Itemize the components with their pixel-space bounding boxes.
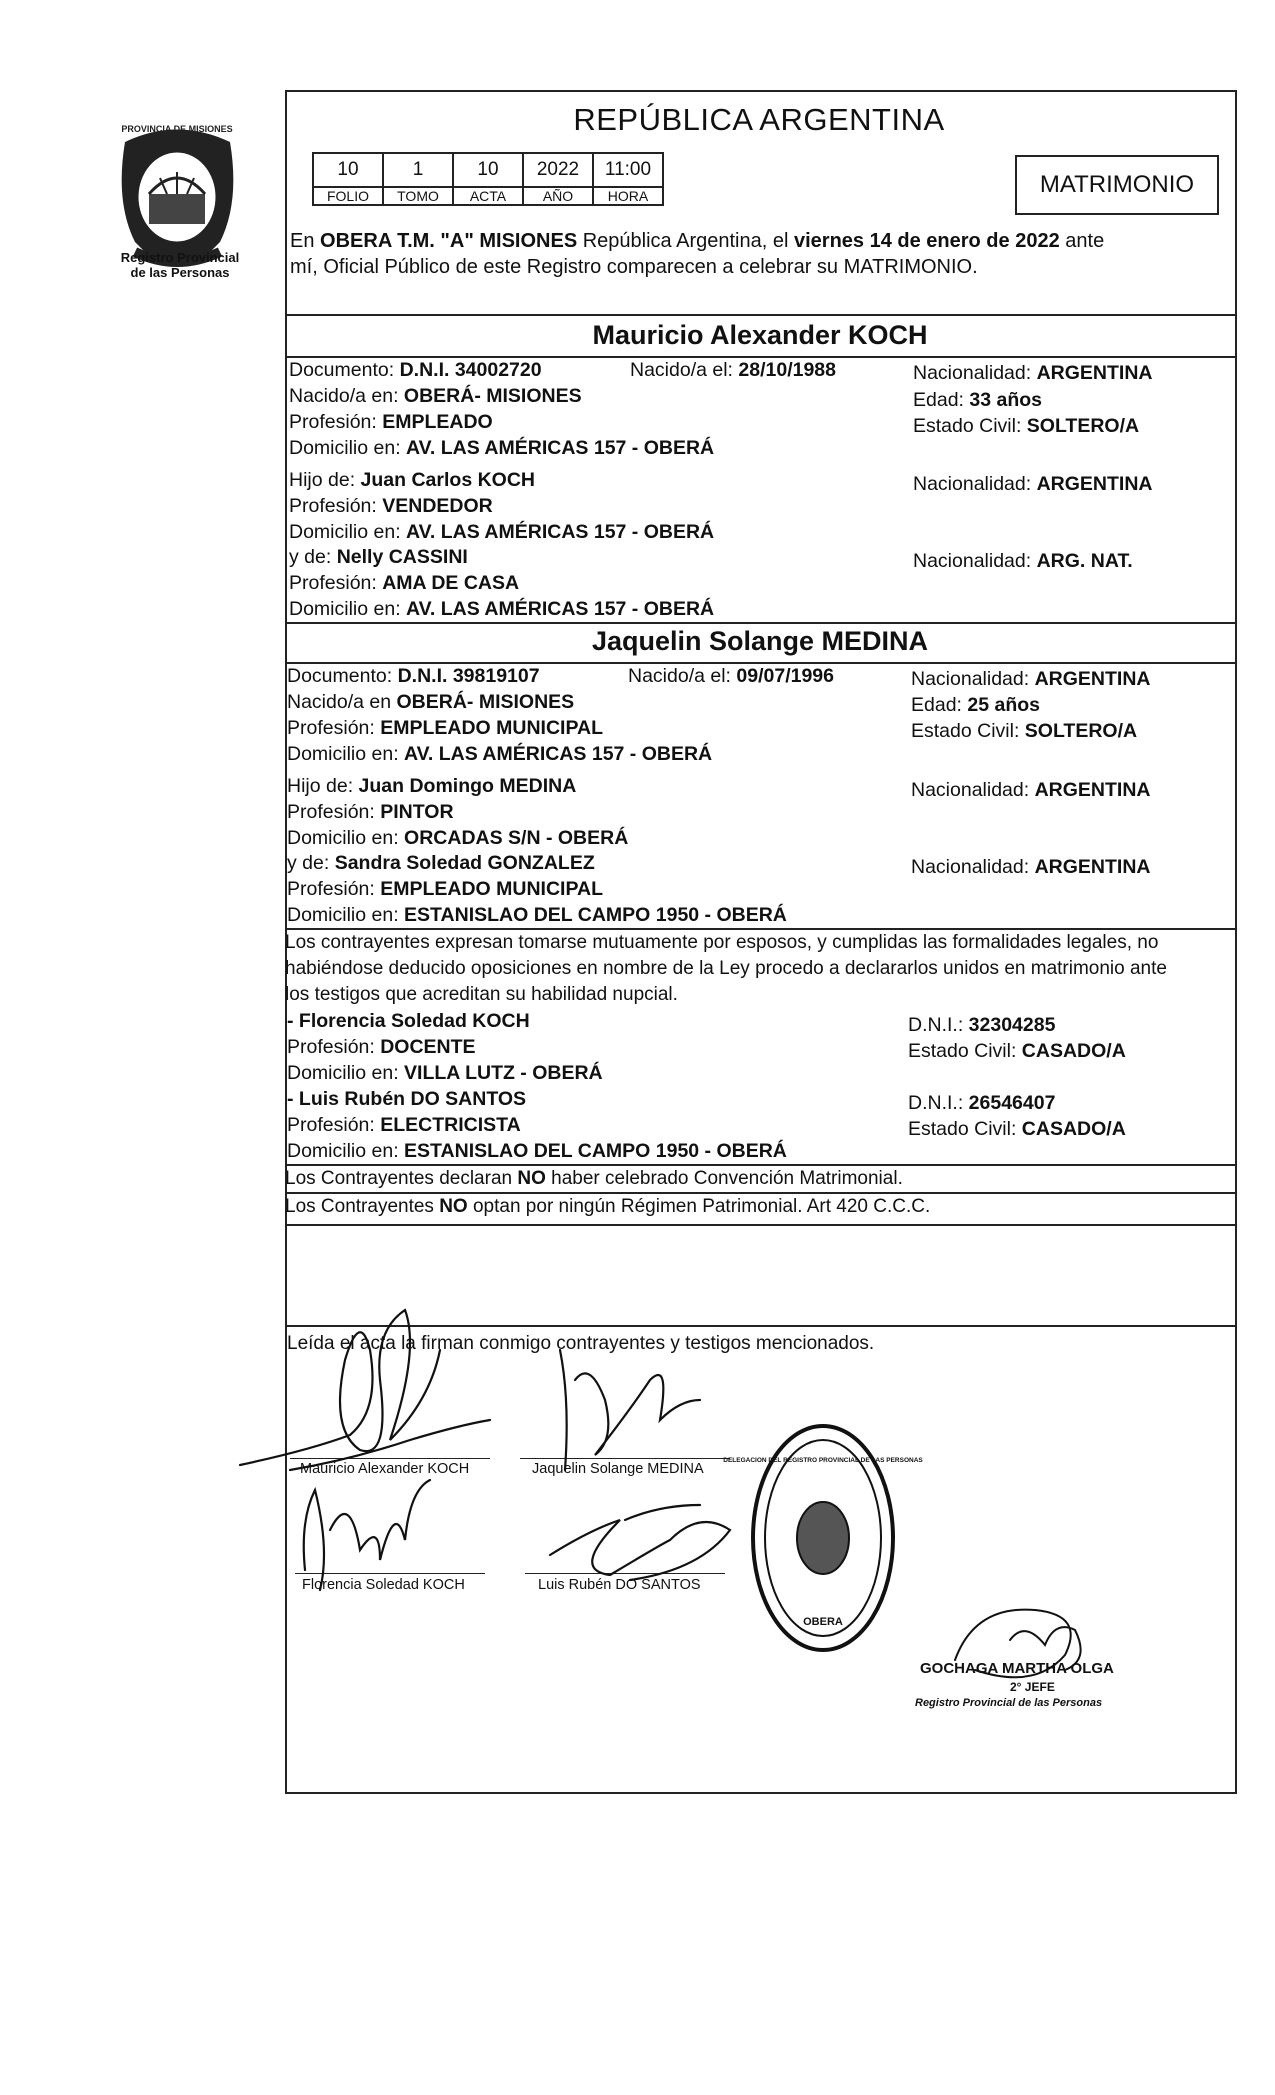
label: Profesión: <box>287 717 381 739</box>
groom-birth-date <box>630 357 836 383</box>
official-rank: 2° JEFE <box>1010 1680 1055 1694</box>
hora-label: HORA <box>593 187 663 205</box>
document-type-box: MATRIMONIO <box>1015 155 1219 215</box>
intro-date: viernes 14 de enero de 2022 <box>793 230 1060 252</box>
label: Domicilio en: <box>289 598 407 620</box>
acta-value: 10 <box>453 153 523 187</box>
groom-age <box>913 387 1042 413</box>
label: Profesión: <box>287 878 381 900</box>
value: 25 años <box>967 694 1041 716</box>
logo-caption-line-1: Registro Provincial <box>120 250 240 265</box>
value: D.N.I. 34002720 <box>399 359 542 381</box>
bride-age <box>911 692 1040 718</box>
bride-document <box>287 663 540 689</box>
groom-civil-status <box>913 413 1139 439</box>
logo-caption <box>100 250 260 280</box>
folio-label: FOLIO <box>313 187 383 205</box>
hora-value: 11:00 <box>593 153 663 187</box>
folio-value: 10 <box>313 153 383 187</box>
witness-2-address <box>287 1138 787 1164</box>
divider <box>285 314 1235 316</box>
witness-1-dni <box>908 1012 1055 1038</box>
label: Nacionalidad: <box>913 362 1037 384</box>
witness-2-profession <box>287 1112 521 1138</box>
value: Juan Carlos KOCH <box>360 469 535 491</box>
anio-label: AÑO <box>523 187 593 205</box>
tomo-value: 1 <box>383 153 453 187</box>
official-name: GOCHAGA MARTHA OLGA <box>920 1660 1114 1677</box>
value: CASADO/A <box>1021 1040 1126 1062</box>
groom-profession <box>289 409 493 435</box>
witness-1-address <box>287 1060 603 1086</box>
label: Edad: <box>913 389 970 411</box>
bride-name: Jaquelin Solange MEDINA <box>591 626 929 656</box>
value: D.N.I. 39819107 <box>397 665 540 687</box>
tomo-label: TOMO <box>383 187 453 205</box>
label: Profesión: <box>287 1114 381 1136</box>
label: D.N.I.: <box>908 1092 969 1114</box>
bride-father-address <box>287 825 628 851</box>
divider <box>285 1224 1235 1226</box>
label: Edad: <box>911 694 968 716</box>
text: haber celebrado Convención Matrimonial. <box>545 1168 903 1189</box>
groom-father-profession <box>289 493 493 519</box>
witness-2-name: - Luis Rubén DO SANTOS <box>287 1088 527 1110</box>
bride-signature-label: Jaquelin Solange MEDINA <box>532 1461 704 1477</box>
label: Domicilio en: <box>287 1140 405 1162</box>
value: Sandra Soledad GONZALEZ <box>334 852 595 874</box>
value: Nelly CASSINI <box>336 546 468 568</box>
divider <box>285 622 1235 624</box>
groom-mother <box>289 544 468 570</box>
label: y de: <box>287 852 335 874</box>
witness-1-profession <box>287 1034 476 1060</box>
groom-father <box>289 467 535 493</box>
value: 28/10/1988 <box>738 359 837 381</box>
bride-birth-date <box>628 663 834 689</box>
bride-mother-profession <box>287 876 603 902</box>
declaration-line-2: habiéndose deducido oposiciones en nombre de la Ley procedo a declararlos unidos en matrimonio ante <box>285 958 1167 979</box>
official-office: Registro Provincial de las Personas <box>915 1697 1103 1709</box>
regime-line-1 <box>285 1166 903 1192</box>
seal-text: DELEGACION DEL REGISTRO PROVINCIAL DE LAS PERSONAS <box>723 1457 923 1464</box>
label: Estado Civil: <box>908 1040 1022 1062</box>
label: Domicilio en: <box>287 904 405 926</box>
value: EMPLEADO MUNICIPAL <box>380 717 604 739</box>
groom-name: Mauricio Alexander KOCH <box>592 320 928 350</box>
label: Nacionalidad: <box>911 856 1035 878</box>
label: Nacionalidad: <box>911 779 1035 801</box>
groom-document <box>289 357 542 383</box>
label: y de: <box>289 546 337 568</box>
value: DOCENTE <box>380 1036 476 1058</box>
text: Los Contrayentes declaran <box>285 1168 518 1189</box>
value: AV. LAS AMÉRICAS 157 - OBERÁ <box>406 521 715 543</box>
label: Domicilio en: <box>287 743 405 765</box>
value: 09/07/1996 <box>736 665 835 687</box>
label: Estado Civil: <box>913 415 1027 437</box>
intro-text: República Argentina, el <box>577 230 794 252</box>
label: Profesión: <box>287 1036 381 1058</box>
label: Hijo de: <box>287 775 359 797</box>
bride-birth-place <box>287 689 574 715</box>
label: Estado Civil: <box>911 720 1025 742</box>
value: CASADO/A <box>1021 1118 1126 1140</box>
handwritten-signatures <box>230 1290 790 1620</box>
value: 32304285 <box>968 1014 1056 1036</box>
label: Hijo de: <box>289 469 361 491</box>
label: Nacionalidad: <box>911 668 1035 690</box>
acta-label: ACTA <box>453 187 523 205</box>
intro-line-1 <box>290 228 1104 254</box>
value: ORCADAS S/N - OBERÁ <box>404 827 629 849</box>
label: Profesión: <box>287 801 381 823</box>
value: SOLTERO/A <box>1024 720 1138 742</box>
bride-father-nationality <box>911 777 1151 803</box>
groom-birth-place <box>289 383 582 409</box>
value: ARGENTINA <box>1036 362 1153 384</box>
value: EMPLEADO <box>382 411 493 433</box>
bride-nationality <box>911 666 1151 692</box>
bride-profession <box>287 715 603 741</box>
groom-father-nationality <box>913 471 1153 497</box>
groom-mother-address <box>289 596 714 622</box>
label: Nacionalidad: <box>913 550 1037 572</box>
groom-mother-profession <box>289 570 519 596</box>
value: AMA DE CASA <box>382 572 520 594</box>
value: AV. LAS AMÉRICAS 157 - OBERÁ <box>406 598 715 620</box>
witness-2-dni <box>908 1090 1055 1116</box>
signature-statement: Leída el acta la firman conmigo contrayentes y testigos mencionados. <box>287 1333 875 1354</box>
witness-1-signature-label: Florencia Soledad KOCH <box>302 1577 465 1593</box>
label: Nacionalidad: <box>913 473 1037 495</box>
groom-signature-label: Mauricio Alexander KOCH <box>300 1461 470 1477</box>
value: EMPLEADO MUNICIPAL <box>380 878 604 900</box>
groom-mother-nationality <box>913 548 1133 574</box>
value: AV. LAS AMÉRICAS 157 - OBERÁ <box>406 437 715 459</box>
value: OBERÁ- MISIONES <box>396 691 575 713</box>
value: VENDEDOR <box>382 495 493 517</box>
registry-seal-stamp <box>723 1420 923 1655</box>
intro-text: ante <box>1059 230 1105 252</box>
anio-value: 2022 <box>523 153 593 187</box>
page-title: REPÚBLICA ARGENTINA <box>573 102 945 137</box>
bride-mother-nationality <box>911 854 1151 880</box>
label: Nacido/a el: <box>628 665 737 687</box>
groom-father-address <box>289 519 714 545</box>
witness-1-civil-status <box>908 1038 1126 1064</box>
value: ELECTRICISTA <box>380 1114 521 1136</box>
bride-father-profession <box>287 799 454 825</box>
label: Domicilio en: <box>287 1062 405 1084</box>
label: Nacido/a en <box>287 691 397 713</box>
label: Profesión: <box>289 495 383 517</box>
regime-line-2 <box>285 1194 930 1220</box>
intro-place: OBERA T.M. "A" MISIONES <box>320 230 578 252</box>
value: ARG. NAT. <box>1036 550 1133 572</box>
value: ARGENTINA <box>1034 779 1151 801</box>
label: Nacido/a en: <box>289 385 404 407</box>
bride-address <box>287 741 712 767</box>
intro-line-2: mí, Oficial Público de este Registro comparecen a celebrar su MATRIMONIO. <box>290 256 978 278</box>
intro-text: En <box>290 230 321 252</box>
label: Nacido/a el: <box>630 359 739 381</box>
label: Documento: <box>287 665 398 687</box>
value: ARGENTINA <box>1034 668 1151 690</box>
label: Estado Civil: <box>908 1118 1022 1140</box>
text: Los Contrayentes <box>285 1196 440 1217</box>
text: NO <box>517 1168 546 1189</box>
text: optan por ningún Régimen Patrimonial. Art 420 C.C.C. <box>467 1196 931 1217</box>
value: 33 años <box>969 389 1043 411</box>
value: OBERÁ- MISIONES <box>403 385 582 407</box>
witness-2-signature-label: Luis Rubén DO SANTOS <box>538 1577 701 1593</box>
bride-civil-status <box>911 718 1137 744</box>
label: Profesión: <box>289 411 383 433</box>
value: VILLA LUTZ - OBERÁ <box>404 1062 603 1084</box>
witness-1-name: - Florencia Soledad KOCH <box>287 1010 530 1032</box>
bride-mother-address <box>287 902 787 928</box>
text: NO <box>439 1196 468 1217</box>
value: ARGENTINA <box>1036 473 1153 495</box>
groom-nationality <box>913 360 1153 386</box>
bride-mother <box>287 850 595 876</box>
seal-city: OBERA <box>803 1616 843 1628</box>
witness-2-civil-status <box>908 1116 1126 1142</box>
value: ESTANISLAO DEL CAMPO 1950 - OBERÁ <box>404 1140 787 1162</box>
label: Domicilio en: <box>287 827 405 849</box>
label: Domicilio en: <box>289 521 407 543</box>
value: Juan Domingo MEDINA <box>358 775 577 797</box>
label: Documento: <box>289 359 400 381</box>
value: SOLTERO/A <box>1026 415 1140 437</box>
value: 26546407 <box>968 1092 1056 1114</box>
logo-caption-line-2: de las Personas <box>130 265 230 280</box>
label: D.N.I.: <box>908 1014 969 1036</box>
groom-address <box>289 435 714 461</box>
declaration-line-3: los testigos que acreditan su habilidad nupcial. <box>285 984 678 1005</box>
value: AV. LAS AMÉRICAS 157 - OBERÁ <box>404 743 713 765</box>
value: PINTOR <box>380 801 454 823</box>
value: ARGENTINA <box>1034 856 1151 878</box>
bride-father <box>287 773 576 799</box>
declaration-line-1: Los contrayentes expresan tomarse mutuamente por esposos, y cumplidas las formalidades legales, no <box>285 932 1159 953</box>
label: Profesión: <box>289 572 383 594</box>
label: Domicilio en: <box>289 437 407 459</box>
registry-table <box>312 152 664 206</box>
value: ESTANISLAO DEL CAMPO 1950 - OBERÁ <box>404 904 787 926</box>
logo-text: PROVINCIA DE MISIONES <box>121 124 233 134</box>
